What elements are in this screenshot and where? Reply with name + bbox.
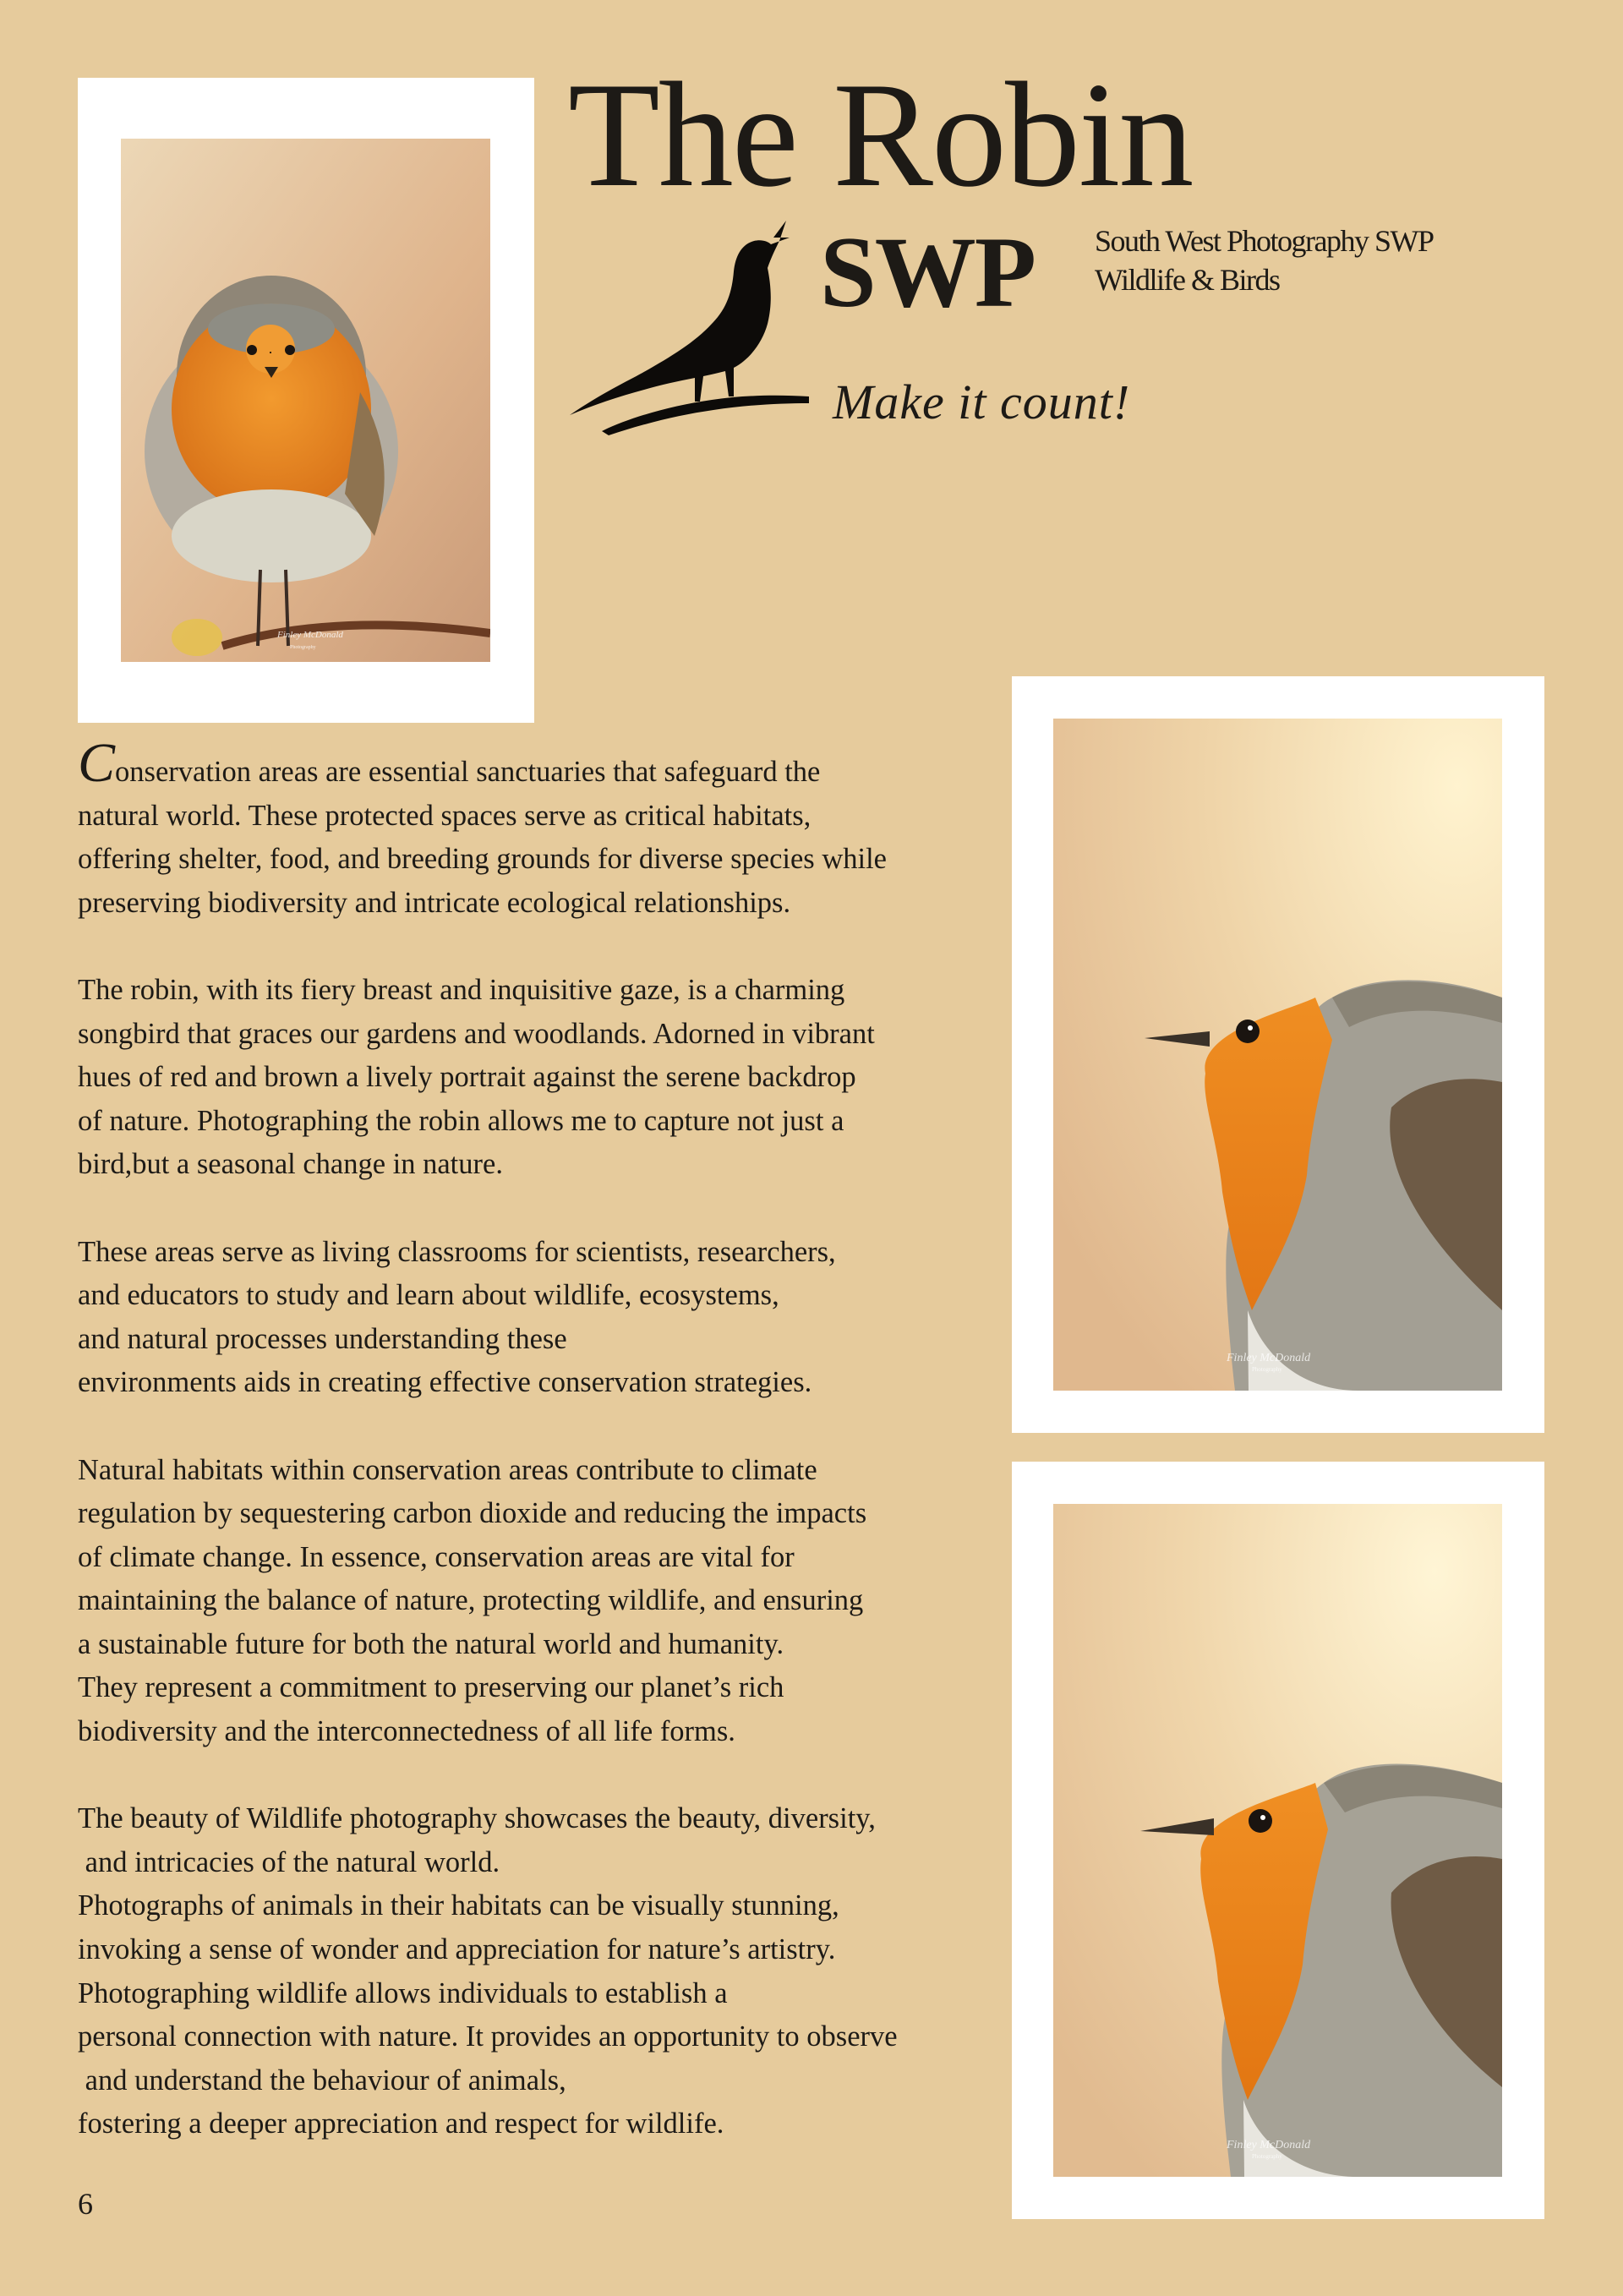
robin-photo-front [121,139,490,662]
paragraph-line: environments aids in creating effective conservation strategies. [78,1366,812,1399]
paragraph-line: biodiversity and the interconnectedness of all life forms. [78,1715,735,1748]
paragraph-robin [78,969,1008,1187]
page-title: The Robin [568,51,1193,218]
paragraph-line: and natural processes understanding these [78,1322,567,1355]
photo-watermark: Finley McDonald [1227,1352,1311,1364]
robin-photo-profile-1 [1053,719,1502,1391]
dropcap: C [78,732,116,794]
paragraph-line: Conservation areas are essential sanctuaries that safeguard the [78,732,821,794]
paragraph-line: natural world. These protected spaces serve as critical habitats, [78,799,812,832]
tagline: Make it count! [833,374,1131,429]
photo-watermark: Finley McDonald [1227,2139,1311,2151]
paragraph-line: and understand the behaviour of animals, [78,2064,566,2096]
paragraph-line: and intricacies of the natural world. [78,1845,500,1878]
paragraph-line: Photographing wildlife allows individuals to establish a [78,1976,728,2009]
photo-watermark-sub: Photography [290,645,316,650]
paragraph-line: and educators to study and learn about wildlife, ecosystems, [78,1279,779,1312]
paragraph-line: These areas serve as living classrooms for scientists, researchers, [78,1235,836,1268]
page-number: 6 [78,2187,93,2221]
org-line-1: South West Photography SWP [1095,224,1434,258]
paragraph-classrooms [78,1231,1008,1405]
article-body [78,732,1008,2190]
paragraph-line: Natural habitats within conservation areas contribute to climate [78,1453,817,1486]
paragraph-line: a sustainable future for both the natural world and humanity. [78,1627,784,1660]
paragraph-line: preserving biodiversity and intricate ecological relationships. [78,886,791,919]
paragraph-photography [78,1797,1008,2146]
paragraph-line: personal connection with nature. It provides an opportunity to observe [78,2020,898,2053]
paragraph-line: The beauty of Wildlife photography showcases the beauty, diversity, [78,1802,876,1835]
org-info [1095,221,1433,299]
paragraph-line: of nature. Photographing the robin allows me to capture not just a [78,1104,844,1137]
paragraph-line: The robin, with its fiery breast and inquisitive gaze, is a charming [78,973,845,1006]
paragraph-line: regulation by sequestering carbon dioxide and reducing the impacts [78,1497,867,1530]
photo-watermark-sub: Photography [1252,2153,1282,2160]
org-line-2: Wildlife & Birds [1095,263,1280,297]
paragraph-line: Photographs of animals in their habitats can be visually stunning, [78,1889,839,1922]
photo-watermark: Finley McDonald [277,630,343,640]
paragraph-line: They represent a commitment to preserving our planet’s rich [78,1671,784,1704]
paragraph-climate [78,1449,1008,1754]
paragraph-line: invoking a sense of wonder and appreciation for nature’s artistry. [78,1933,836,1966]
paragraph-line: of climate change. In essence, conservation areas are vital for [78,1540,795,1573]
bird-silhouette-icon [568,216,813,435]
paragraph-line: bird,but a seasonal change in nature. [78,1148,503,1181]
paragraph-line: hues of red and brown a lively portrait against the serene backdrop [78,1061,856,1094]
paragraph-line: offering shelter, food, and breeding grounds for diverse species while [78,843,887,876]
robin-photo-profile-2 [1053,1504,1502,2177]
paragraph-line: fostering a deeper appreciation and respect for wildlife. [78,2107,724,2140]
swp-logo-text: SWP [820,216,1036,328]
paragraph-line: maintaining the balance of nature, protecting wildlife, and ensuring [78,1584,864,1617]
paragraph-line: songbird that graces our gardens and woodlands. Adorned in vibrant [78,1017,875,1050]
paragraph-intro [78,732,1008,925]
photo-watermark-sub: Photography [1252,1366,1282,1373]
